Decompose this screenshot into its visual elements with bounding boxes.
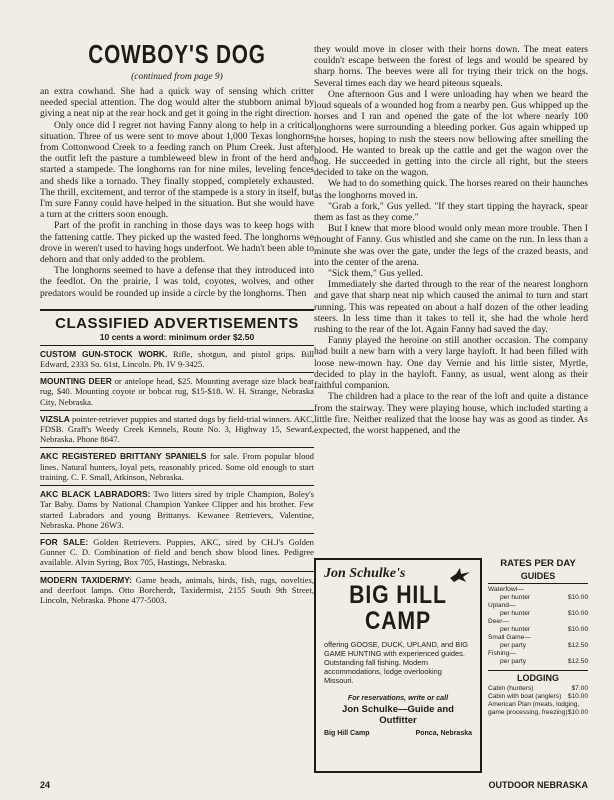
classified-ad [40,372,314,410]
article-paragraph: Fanny played the heroine on still another occasion. The company had built a new barn with a very large hayloft. It had been filled with loose new-mown hay. One day Vernie and his little sister, Myrtle, decided to play in the hayloft. Fanny, as usual, went along as their faithful companion. [314,335,588,392]
ad-body: Rifle, shotgun, and pistol grips. Bill Edward, 2333 So. 61st, Lincoln. Ph. IV 9-3425. [40,348,314,370]
lodging-title: LODGING [488,670,588,683]
rate-row [488,642,588,650]
classified-subtitle: 10 cents a word: minimum order $2.50 [99,331,255,342]
rate-sub: per hunter [500,626,531,633]
ad-body: or antelope head, $25. Mounting average size black bear rug, $40. Mounting coyote or bobcat rug, $15-$18. W. H. Strange, Nebraska City, Nebraska. [40,376,315,407]
continued-note: (continued from page 9) [131,72,223,82]
camp-reservations: For reservations, write or call [347,693,449,702]
rate-label: Deer— [488,618,509,625]
lodging-row [488,685,588,693]
rate-row [488,610,588,618]
rate-row [488,594,588,602]
camp-description: offering GOOSE, DUCK, UPLAND, and BIG GAME HUNTING with experienced guides. Outstanding fall fishing. Modern accommodations, lodge overlooking Missouri. [324,640,469,685]
rate-row [488,650,588,658]
classified-divider [40,309,314,311]
camp-name-line1: BIG HILL [349,581,447,609]
article-paragraph: Only once did I regret not having Fanny along to help in a critical situation. Three of us were sent to move about 1,000 Texas longhorns from Cottonwood Creek to a feeding ranch on Plum Creek. Just after the outfit left the pasture a tumbleweed blew in front of the herd and started a stampede. The longhorns ran for nine miles, leveling fences and sheds like a tornado. They finally stopped, completely exhausted. The thrill, excitement, and terror of the stampede is a story in itself, but I'm sure Fanny could have helped in the situation. But she would have a turn at the critters soon enough. [40,119,314,221]
camp-owner: Jon Schulke's [324,566,406,581]
lodging-price: $7.00 [571,685,588,692]
article-paragraph: "Grab a fork," Gus yelled. "If they start tipping the hayrack, spear them as fast as they come." [314,200,588,224]
rate-price: $12.50 [567,642,588,649]
rate-row [488,602,588,610]
rate-label: Small Game— [488,634,531,641]
ad-body: Game heads, animals, birds, fish, rugs, novelties, and deerfoot lamps. Otto Borcherdt, Taxidermist, 2155 South 9th Street, Lincoln, Nebraska. Phone 477-5003. [40,574,314,605]
classified-ad [40,447,314,485]
rate-price: $10.00 [567,626,588,633]
magazine-name: OUTDOOR NEBRASKA [488,780,588,790]
lodging-label: Cabin (hunters) [488,685,534,692]
article-left-body [40,86,314,299]
ad-heading: CUSTOM GUN-STOCK WORK. [40,348,168,359]
ad-heading: VIZSLA [40,413,70,424]
article-paragraph: "Sick them," Gus yelled. [328,268,423,280]
lodging-label: American Plan (meals, lodging, game processing, freezing) [488,701,580,716]
article-paragraph: an extra cowhand. She had a quick way of sensing which critter needed special attention. The dog would alter the stubborn animal by giving a neat nip at the rear hock and get it going in the right direction. [40,86,314,120]
camp-footer-left: Big Hill Camp [324,730,370,737]
ad-heading: AKC BLACK LABRADORS: [40,489,151,500]
rate-row [488,626,588,634]
camp-guide-line: Jon Schulke—Guide and Outfitter [342,704,454,726]
ad-heading: FOR SALE: [40,536,89,547]
article-paragraph: Part of the profit in ranching in those days was to keep hogs with the fattening cattle. They picked up the wasted feed. The longhorns we drove in weren't used to having hogs underfoot. We hadn't been able to dehorn and that only added to the problem. [40,220,314,266]
rate-label: Upland— [488,602,516,609]
ad-body: for sale. From popular blood lines. Natural hunters, loyal pets, reasonably priced. Some old enough to start training. C. F. Small, Atkinson, Nebraska. [40,451,314,482]
classified-ad [40,571,314,609]
rate-row [488,618,588,626]
classified-title: CLASSIFIED ADVERTISEMENTS [55,314,299,332]
article-paragraph: The children had a place to the rear of the loft and quite a distance from the stairway. They were playing house, which included starting a little fire. Neither realized that the loose hay was as good as tinder. As expected, the worst happened, and the [314,391,588,436]
left-column [40,40,314,608]
rate-row [488,586,588,594]
rate-sub: per party [500,642,527,649]
page-number: 24 [40,780,51,790]
camp-footer-right: Ponca, Nebraska [415,730,472,737]
rate-price: $12.50 [567,658,588,665]
article-paragraph: One afternoon Gus and I were unloading hay when we heard the loud squeals of a wounded hog from a nearby pen. Gus whipped up the horses and I ran and opened the gate of the lot where nearly 100 longhorns were surrounding a bleeding porker. Gus again whipped up the horses, hoping to rush the steers now bellowing after smelling the blood. He wanted to break up the cattle and get the wagon over the hog. He succeeded in getting into the circle all right, but the steers decided to take on the wagon. [314,88,588,179]
classified-ad [40,345,314,372]
lodging-row [488,701,588,717]
rate-price: $10.00 [567,610,588,617]
classified-ad [40,410,314,448]
article-title: COWBOY'S DOG [88,39,266,69]
classified-ad [40,533,314,571]
rate-sub: per hunter [500,594,531,601]
big-hill-camp-ad [314,558,482,773]
ad-heading: MOUNTING DEER [40,376,112,387]
rate-label: Waterfowl— [488,586,524,593]
right-column [314,44,588,436]
rate-label: Fishing— [488,650,516,657]
ad-body: Golden Retrievers. Puppies, AKC, sired by CH.J's Golden Gunner C. D. Combination of field and bench show blood lines. Pedigree available. Alvin Syring, Box 705, Hastings, Nebraska. [40,536,314,568]
ad-body: Two litters sired by triple Champion, Boley's Tar Baby. Dams by National Champion Yankee Clipper and his brother. Few started Labradors and young Brittanys. Kewanee Retrievers, Valentine, Nebraska. Phone 26W3. [40,489,315,530]
guides-title: GUIDES [488,571,588,584]
rate-sub: per party [500,658,527,665]
classified-ad [40,485,314,533]
article-paragraph: But I knew that more blood would only mean more trouble. Then I thought of Fanny. Gus whistled and she came on the run. In less than a minute she was over the gate, under the legs of the crazed beasts, and into the center of the arena. [314,223,588,268]
ad-body: pointer-retriever puppies and started dogs by field-trial winners. AKC, FDSB. Graff's Weedy Creek Kennels, Route No. 3, Highway 15, Seward, Nebraska. Phone 8647. [40,413,314,445]
article-paragraph: Immediately she darted through to the rear of the nearest longhorn and gave that sharp neat nip which caused the animal to turn and start running. This was repeated on about a half dozen of the other leading steers. In less time than it takes to tell it, she had the whole herd rushing to the rear of the lot. Again Fanny had saved the day. [314,279,588,336]
article-paragraph: We had to do something quick. The horses reared on their haunches as the longhorns moved in. [314,178,588,201]
article-paragraph: they would move in closer with their horns down. The meat eaters couldn't escape between the forest of legs and would be speared by sharp horns. The beeves were all for trying their trick on the hogs. Several times each day we heard piteous squeals. [314,44,588,89]
lodging-row [488,693,588,701]
camp-footer [324,730,472,737]
article-paragraph: The longhorns seemed to have a defense that they introduced into the feedlot. On the prairie, I was told, coyotes, wolves, and other predators would be rounded up inside a circle by the longhorns. Then [40,265,314,299]
rate-price: $10.00 [567,594,588,601]
rates-panel [488,558,588,773]
rate-row [488,634,588,642]
rate-sub: per hunter [500,610,531,617]
rate-row [488,658,588,666]
article-right-body [314,44,588,436]
rates-title: RATES PER DAY [500,558,576,569]
lodging-price: $10.00 [567,709,588,716]
ad-heading: MODERN TAXIDERMY: [40,574,133,585]
camp-name-line2: CAMP [365,607,431,635]
lodging-price: $10.00 [567,693,588,700]
lodging-label: Cabin with boat (anglers) [488,693,562,700]
ad-heading: AKC REGISTERED BRITTANY SPANIELS [40,451,207,462]
